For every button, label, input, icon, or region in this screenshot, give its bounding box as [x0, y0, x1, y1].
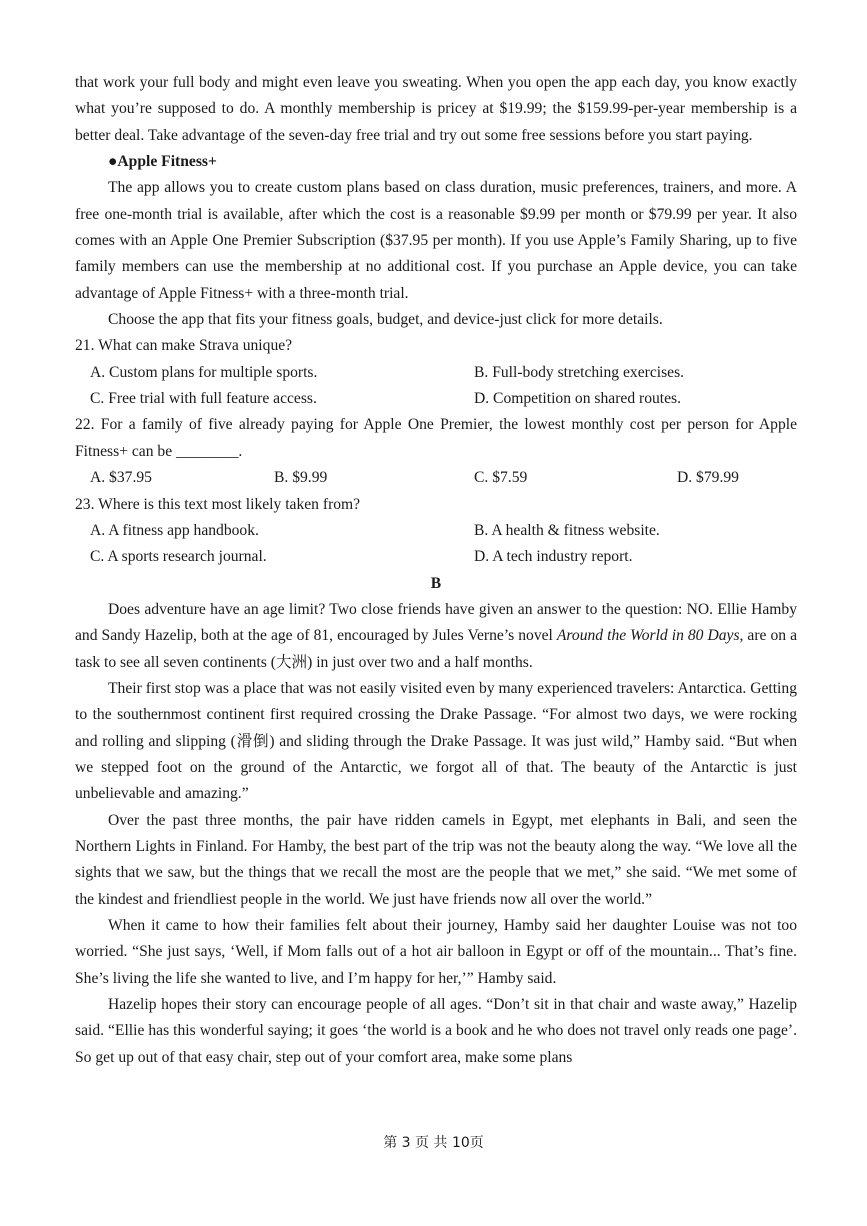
question-23-options-row-2	[75, 544, 797, 570]
section-b-paragraph-5: Hazelip hopes their story can encourage people of all ages. “Don’t sit in that chair and waste away,” Hazelip said. “Ellie has this wonderful saying; it goes ‘the world is a book and he who does not travel only reads one page’. So get up out of that easy chair, step out of your comfort area, make some plans	[75, 996, 797, 1066]
section-b-paragraph-2: Their first stop was a place that was not easily visited even by many experienced travelers: Antarctica. Getting to the southernmost continent first required crossing the Drake Passage. “For almost two days, we were rocking and rolling and slipping (滑倒) and sliding through the Drake Passage. It was just wild,” Hamby said. “But when we stepped foot on the ground of the Antarctic, we forgot all of that. The beauty of the Antarctic is just unbelievable and amazing.”	[75, 679, 797, 803]
section-b-p1-after: , are on a task to see all seven continents (大洲) in just over two and a half months.	[75, 627, 797, 671]
question-23-option-a: A. A fitness app handbook.	[90, 521, 259, 539]
section-b-p1-before: Does adventure have an age limit? Two close friends have given an answer to the question: NO. Ellie Hamby and Sandy Hazelip, both at the age of 81, encouraged by Jules Verne’s novel	[75, 600, 797, 645]
question-23-option-c: C. A sports research journal.	[90, 548, 267, 566]
question-21-option-b: B. Full-body stretching exercises.	[474, 363, 685, 381]
question-23-option-b: B. A health & fitness website.	[474, 521, 660, 539]
question-21-options-row-1	[75, 360, 797, 386]
apple-fitness-heading: ●Apple Fitness+	[108, 153, 217, 171]
question-22-options	[75, 465, 797, 491]
question-23-options-row-1	[75, 518, 797, 544]
novel-title: Around the World in 80 Days	[556, 627, 740, 645]
section-b-heading: B	[430, 574, 442, 592]
question-23-option-d: D. A tech industry report.	[474, 548, 633, 566]
question-21-option-a: A. Custom plans for multiple sports.	[90, 363, 318, 381]
page-content	[75, 70, 797, 1071]
apple-fitness-paragraph: The app allows you to create custom plans based on class duration, music preferences, trainers, and more. A free one-month trial is available, after which the cost is a reasonable $9.99 per month or $79.99 per year. It also comes with an Apple One Premier Subscription ($37.95 per month). If you use Apple’s Family Sharing, up to five family members can use the membership at no additional cost. If you purchase an Apple device, you can take advantage of Apple Fitness+ with a three-month trial.	[75, 179, 797, 302]
question-23-stem: 23. Where is this text most likely taken from?	[75, 495, 361, 513]
question-22-stem: 22. For a family of five already paying for Apple One Premier, the lowest monthly cost per person for Apple Fitness+ can be ________.	[75, 416, 797, 460]
question-22-option-d: D. $79.99	[677, 469, 739, 487]
question-21-option-d: D. Competition on shared routes.	[474, 390, 682, 408]
question-22-option-b: B. $9.99	[274, 469, 328, 487]
question-21-option-c: C. Free trial with full feature access.	[90, 390, 317, 408]
intro-paragraph: that work your full body and might even leave you sweating. When you open the app each day, you know exactly what you’re supposed to do. A monthly membership is pricey at $19.99; the $159.99-per-year membership is a better deal. Take advantage of the seven-day free trial and try out some free sessions before you start paying.	[75, 74, 797, 144]
question-21-options-row-2	[75, 386, 797, 412]
question-21-stem: 21. What can make Strava unique?	[75, 337, 293, 355]
section-b-paragraph-1	[75, 597, 797, 676]
section-b-paragraph-3: Over the past three months, the pair have ridden camels in Egypt, met elephants in Bali, and seen the Northern Lights in Finland. For Hamby, the best part of the trip was not the beauty along the way. “We love all the sights that we saw, but the things that we recall the most are the people that we met,” she said. “We met some of the kindest and friendliest people in the world. We just have friends now all over the world.”	[75, 811, 797, 908]
question-22-option-a: A. $37.95	[90, 469, 152, 487]
page-footer: 第 3 页 共 10页	[383, 1135, 484, 1151]
closing-paragraph: Choose the app that fits your fitness goals, budget, and device-just click for more details.	[108, 311, 663, 329]
question-22-option-c: C. $7.59	[474, 469, 528, 487]
section-b-paragraph-4: When it came to how their families felt about their journey, Hamby said her daughter Louise was not too worried. “She just says, ‘Well, if Mom falls out of a hot air balloon in Egypt or off of the mountain... That’s fine. She’s living the life she wanted to live, and I’m happy for her,’” Hamby said.	[75, 917, 797, 987]
